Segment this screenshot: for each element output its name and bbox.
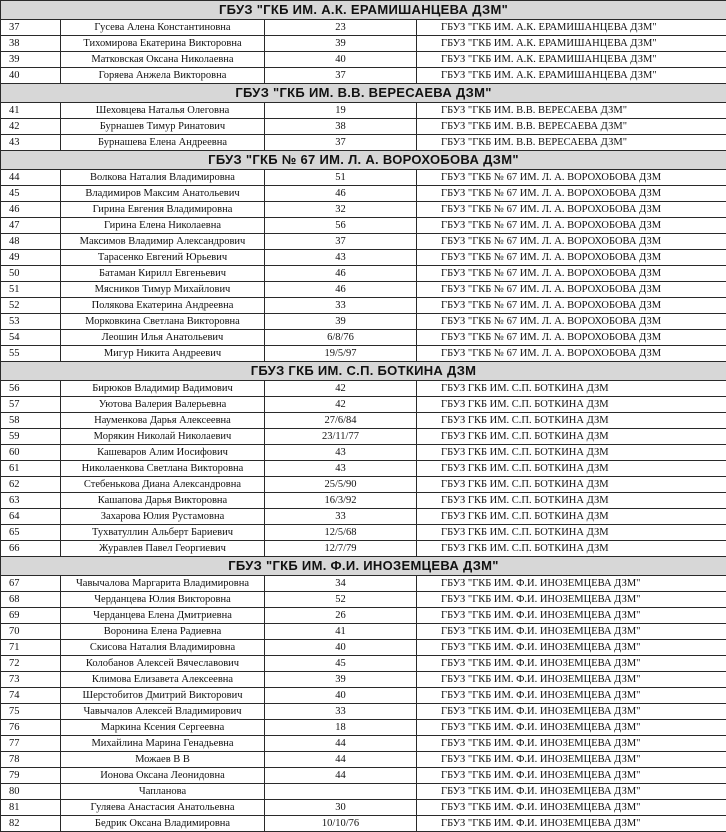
full-name-cell: Стебенькова Диана Александровна	[61, 477, 265, 493]
row-number-cell: 69	[1, 608, 61, 624]
row-number-cell: 52	[1, 298, 61, 314]
row-number-cell: 78	[1, 752, 61, 768]
age-cell: 43	[265, 250, 417, 266]
table-row	[1, 346, 726, 362]
row-number-cell: 45	[1, 186, 61, 202]
table-row	[1, 381, 726, 397]
organization-cell: ГБУЗ ГКБ ИМ. С.П. БОТКИНА ДЗМ	[417, 493, 726, 509]
organization-cell: ГБУЗ "ГКБ ИМ. Ф.И. ИНОЗЕМЦЕВА ДЗМ"	[417, 720, 726, 736]
table-row	[1, 752, 726, 768]
full-name-cell: Морковкина Светлана Викторовна	[61, 314, 265, 330]
row-number-cell: 80	[1, 784, 61, 800]
full-name-cell: Журавлев Павел Георгиевич	[61, 541, 265, 557]
full-name-cell: Батаман Кирилл Евгеньевич	[61, 266, 265, 282]
age-cell: 10/10/76	[265, 816, 417, 832]
full-name-cell: Бедрик Оксана Владимировна	[61, 816, 265, 832]
age-cell: 39	[265, 314, 417, 330]
organization-cell: ГБУЗ "ГКБ № 67 ИМ. Л. А. ВОРОХОБОВА ДЗМ	[417, 186, 726, 202]
row-number-cell: 70	[1, 624, 61, 640]
table-row	[1, 218, 726, 234]
table-row	[1, 135, 726, 151]
row-number-cell: 67	[1, 576, 61, 592]
organization-cell: ГБУЗ "ГКБ ИМ. В.В. ВЕРЕСАЕВА ДЗМ"	[417, 119, 726, 135]
age-cell: 19/5/97	[265, 346, 417, 362]
full-name-cell: Климова Елизавета Алексеевна	[61, 672, 265, 688]
table-row	[1, 266, 726, 282]
full-name-cell: Воронина Елена Радиевна	[61, 624, 265, 640]
full-name-cell: Бурнашева Елена Андреевна	[61, 135, 265, 151]
table-row	[1, 103, 726, 119]
age-cell	[265, 784, 417, 800]
table-row	[1, 624, 726, 640]
age-cell: 18	[265, 720, 417, 736]
table-row	[1, 119, 726, 135]
organization-cell: ГБУЗ ГКБ ИМ. С.П. БОТКИНА ДЗМ	[417, 541, 726, 557]
full-name-cell: Чавычалова Маргарита Владимировна	[61, 576, 265, 592]
full-name-cell: Тухватуллин Альберт Бариевич	[61, 525, 265, 541]
organization-cell: ГБУЗ "ГКБ ИМ. Ф.И. ИНОЗЕМЦЕВА ДЗМ"	[417, 704, 726, 720]
organization-cell: ГБУЗ "ГКБ ИМ. Ф.И. ИНОЗЕМЦЕВА ДЗМ"	[417, 784, 726, 800]
age-cell: 33	[265, 509, 417, 525]
row-number-cell: 66	[1, 541, 61, 557]
section-title: ГБУЗ "ГКБ ИМ. Ф.И. ИНОЗЕМЦЕВА ДЗМ"	[1, 557, 726, 576]
table-row	[1, 592, 726, 608]
age-cell: 32	[265, 202, 417, 218]
age-cell: 43	[265, 445, 417, 461]
row-number-cell: 61	[1, 461, 61, 477]
table-row	[1, 493, 726, 509]
full-name-cell: Матковская Оксана Николаевна	[61, 52, 265, 68]
organization-cell: ГБУЗ "ГКБ № 67 ИМ. Л. А. ВОРОХОБОВА ДЗМ	[417, 250, 726, 266]
row-number-cell: 79	[1, 768, 61, 784]
full-name-cell: Гусева Алена Константиновна	[61, 20, 265, 36]
full-name-cell: Маркина Ксения Сергеевна	[61, 720, 265, 736]
full-name-cell: Чавычалов Алексей Владимирович	[61, 704, 265, 720]
full-name-cell: Владимиров Максим Анатольевич	[61, 186, 265, 202]
full-name-cell: Бурнашев Тимур Ринатович	[61, 119, 265, 135]
age-cell: 37	[265, 68, 417, 84]
section-header-row	[1, 1, 726, 20]
row-number-cell: 53	[1, 314, 61, 330]
age-cell: 40	[265, 52, 417, 68]
organization-cell: ГБУЗ "ГКБ № 67 ИМ. Л. А. ВОРОХОБОВА ДЗМ	[417, 298, 726, 314]
table-row	[1, 768, 726, 784]
table-row	[1, 330, 726, 346]
full-name-cell: Ионова Оксана Леонидовна	[61, 768, 265, 784]
table-row	[1, 525, 726, 541]
full-name-cell: Николаенкова Светлана Викторовна	[61, 461, 265, 477]
full-name-cell: Максимов Владимир Александрович	[61, 234, 265, 250]
row-number-cell: 50	[1, 266, 61, 282]
table-row	[1, 608, 726, 624]
organization-cell: ГБУЗ "ГКБ ИМ. Ф.И. ИНОЗЕМЦЕВА ДЗМ"	[417, 592, 726, 608]
table-row	[1, 477, 726, 493]
row-number-cell: 64	[1, 509, 61, 525]
section-header-row	[1, 84, 726, 103]
age-cell: 52	[265, 592, 417, 608]
organization-cell: ГБУЗ "ГКБ ИМ. Ф.И. ИНОЗЕМЦЕВА ДЗМ"	[417, 768, 726, 784]
row-number-cell: 68	[1, 592, 61, 608]
organization-cell: ГБУЗ "ГКБ № 67 ИМ. Л. А. ВОРОХОБОВА ДЗМ	[417, 330, 726, 346]
full-name-cell: Полякова Екатерина Андреевна	[61, 298, 265, 314]
organization-cell: ГБУЗ ГКБ ИМ. С.П. БОТКИНА ДЗМ	[417, 461, 726, 477]
age-cell: 26	[265, 608, 417, 624]
age-cell: 43	[265, 461, 417, 477]
full-name-cell: Шеховцева Наталья Олеговна	[61, 103, 265, 119]
full-name-cell: Гирина Елена Николаевна	[61, 218, 265, 234]
age-cell: 16/3/92	[265, 493, 417, 509]
table-row	[1, 445, 726, 461]
full-name-cell: Мигур Никита Андреевич	[61, 346, 265, 362]
row-number-cell: 63	[1, 493, 61, 509]
organization-cell: ГБУЗ "ГКБ № 67 ИМ. Л. А. ВОРОХОБОВА ДЗМ	[417, 234, 726, 250]
age-cell: 37	[265, 135, 417, 151]
participants-table-body	[1, 1, 726, 832]
full-name-cell: Можаев В В	[61, 752, 265, 768]
table-row	[1, 250, 726, 266]
row-number-cell: 44	[1, 170, 61, 186]
row-number-cell: 82	[1, 816, 61, 832]
age-cell: 51	[265, 170, 417, 186]
table-row	[1, 640, 726, 656]
section-header-row	[1, 151, 726, 170]
row-number-cell: 76	[1, 720, 61, 736]
table-row	[1, 429, 726, 445]
table-row	[1, 672, 726, 688]
age-cell: 44	[265, 768, 417, 784]
table-row	[1, 800, 726, 816]
age-cell: 6/8/76	[265, 330, 417, 346]
organization-cell: ГБУЗ "ГКБ № 67 ИМ. Л. А. ВОРОХОБОВА ДЗМ	[417, 282, 726, 298]
age-cell: 40	[265, 688, 417, 704]
organization-cell: ГБУЗ ГКБ ИМ. С.П. БОТКИНА ДЗМ	[417, 509, 726, 525]
age-cell: 41	[265, 624, 417, 640]
row-number-cell: 72	[1, 656, 61, 672]
full-name-cell: Уютова Валерия Валерьевна	[61, 397, 265, 413]
age-cell: 45	[265, 656, 417, 672]
age-cell: 56	[265, 218, 417, 234]
age-cell: 46	[265, 266, 417, 282]
row-number-cell: 74	[1, 688, 61, 704]
organization-cell: ГБУЗ ГКБ ИМ. С.П. БОТКИНА ДЗМ	[417, 525, 726, 541]
row-number-cell: 77	[1, 736, 61, 752]
age-cell: 23/11/77	[265, 429, 417, 445]
full-name-cell: Леошин Илья Анатольевич	[61, 330, 265, 346]
age-cell: 37	[265, 234, 417, 250]
full-name-cell: Науменкова Дарья Алексеевна	[61, 413, 265, 429]
full-name-cell: Бирюков Владимир Вадимович	[61, 381, 265, 397]
organization-cell: ГБУЗ "ГКБ ИМ. В.В. ВЕРЕСАЕВА ДЗМ"	[417, 103, 726, 119]
organization-cell: ГБУЗ "ГКБ ИМ. А.К. ЕРАМИШАНЦЕВА ДЗМ"	[417, 20, 726, 36]
organization-cell: ГБУЗ "ГКБ ИМ. Ф.И. ИНОЗЕМЦЕВА ДЗМ"	[417, 608, 726, 624]
row-number-cell: 58	[1, 413, 61, 429]
full-name-cell: Тихомирова Екатерина Викторовна	[61, 36, 265, 52]
section-title: ГБУЗ "ГКБ ИМ. А.К. ЕРАМИШАНЦЕВА ДЗМ"	[1, 1, 726, 20]
organization-cell: ГБУЗ "ГКБ № 67 ИМ. Л. А. ВОРОХОБОВА ДЗМ	[417, 218, 726, 234]
table-row	[1, 298, 726, 314]
table-row	[1, 202, 726, 218]
organization-cell: ГБУЗ "ГКБ ИМ. А.К. ЕРАМИШАНЦЕВА ДЗМ"	[417, 52, 726, 68]
table-row	[1, 541, 726, 557]
age-cell: 44	[265, 736, 417, 752]
organization-cell: ГБУЗ "ГКБ ИМ. Ф.И. ИНОЗЕМЦЕВА ДЗМ"	[417, 752, 726, 768]
row-number-cell: 57	[1, 397, 61, 413]
organization-cell: ГБУЗ "ГКБ ИМ. Ф.И. ИНОЗЕМЦЕВА ДЗМ"	[417, 816, 726, 832]
organization-cell: ГБУЗ "ГКБ ИМ. Ф.И. ИНОЗЕМЦЕВА ДЗМ"	[417, 800, 726, 816]
full-name-cell: Черданцева Елена Дмитриевна	[61, 608, 265, 624]
age-cell: 40	[265, 640, 417, 656]
organization-cell: ГБУЗ "ГКБ № 67 ИМ. Л. А. ВОРОХОБОВА ДЗМ	[417, 202, 726, 218]
section-title: ГБУЗ "ГКБ ИМ. В.В. ВЕРЕСАЕВА ДЗМ"	[1, 84, 726, 103]
full-name-cell: Тарасенко Евгений Юрьевич	[61, 250, 265, 266]
section-header-row	[1, 557, 726, 576]
organization-cell: ГБУЗ "ГКБ № 67 ИМ. Л. А. ВОРОХОБОВА ДЗМ	[417, 314, 726, 330]
full-name-cell: Захарова Юлия Рустамовна	[61, 509, 265, 525]
row-number-cell: 59	[1, 429, 61, 445]
organization-cell: ГБУЗ "ГКБ № 67 ИМ. Л. А. ВОРОХОБОВА ДЗМ	[417, 266, 726, 282]
full-name-cell: Михайлина Марина Генадьевна	[61, 736, 265, 752]
organization-cell: ГБУЗ ГКБ ИМ. С.П. БОТКИНА ДЗМ	[417, 445, 726, 461]
organization-cell: ГБУЗ ГКБ ИМ. С.П. БОТКИНА ДЗМ	[417, 381, 726, 397]
age-cell: 46	[265, 282, 417, 298]
row-number-cell: 51	[1, 282, 61, 298]
table-row	[1, 170, 726, 186]
table-row	[1, 509, 726, 525]
full-name-cell: Горяева Анжела Викторовна	[61, 68, 265, 84]
age-cell: 30	[265, 800, 417, 816]
table-row	[1, 397, 726, 413]
age-cell: 42	[265, 381, 417, 397]
section-header-row	[1, 362, 726, 381]
row-number-cell: 40	[1, 68, 61, 84]
row-number-cell: 71	[1, 640, 61, 656]
full-name-cell: Шерстобитов Дмитрий Викторович	[61, 688, 265, 704]
organization-cell: ГБУЗ "ГКБ № 67 ИМ. Л. А. ВОРОХОБОВА ДЗМ	[417, 170, 726, 186]
table-row	[1, 234, 726, 250]
row-number-cell: 65	[1, 525, 61, 541]
full-name-cell: Мясников Тимур Михайлович	[61, 282, 265, 298]
age-cell: 42	[265, 397, 417, 413]
full-name-cell: Черданцева Юлия Викторовна	[61, 592, 265, 608]
organization-cell: ГБУЗ ГКБ ИМ. С.П. БОТКИНА ДЗМ	[417, 397, 726, 413]
full-name-cell: Кашеваров Алим Иосифович	[61, 445, 265, 461]
age-cell: 23	[265, 20, 417, 36]
row-number-cell: 41	[1, 103, 61, 119]
table-row	[1, 784, 726, 800]
age-cell: 34	[265, 576, 417, 592]
table-row	[1, 704, 726, 720]
age-cell: 39	[265, 672, 417, 688]
row-number-cell: 43	[1, 135, 61, 151]
organization-cell: ГБУЗ "ГКБ № 67 ИМ. Л. А. ВОРОХОБОВА ДЗМ	[417, 346, 726, 362]
age-cell: 19	[265, 103, 417, 119]
age-cell: 39	[265, 36, 417, 52]
table-row	[1, 461, 726, 477]
organization-cell: ГБУЗ "ГКБ ИМ. Ф.И. ИНОЗЕМЦЕВА ДЗМ"	[417, 640, 726, 656]
age-cell: 12/5/68	[265, 525, 417, 541]
table-row	[1, 282, 726, 298]
table-row	[1, 36, 726, 52]
table-row	[1, 736, 726, 752]
full-name-cell: Кашапова Дарья Викторовна	[61, 493, 265, 509]
organization-cell: ГБУЗ ГКБ ИМ. С.П. БОТКИНА ДЗМ	[417, 413, 726, 429]
row-number-cell: 48	[1, 234, 61, 250]
section-title: ГБУЗ ГКБ ИМ. С.П. БОТКИНА ДЗМ	[1, 362, 726, 381]
row-number-cell: 81	[1, 800, 61, 816]
organization-cell: ГБУЗ "ГКБ ИМ. В.В. ВЕРЕСАЕВА ДЗМ"	[417, 135, 726, 151]
age-cell: 44	[265, 752, 417, 768]
organization-cell: ГБУЗ "ГКБ ИМ. Ф.И. ИНОЗЕМЦЕВА ДЗМ"	[417, 736, 726, 752]
table-row	[1, 52, 726, 68]
row-number-cell: 54	[1, 330, 61, 346]
row-number-cell: 37	[1, 20, 61, 36]
age-cell: 33	[265, 704, 417, 720]
full-name-cell: Скисова Наталия Владимировна	[61, 640, 265, 656]
organization-cell: ГБУЗ "ГКБ ИМ. Ф.И. ИНОЗЕМЦЕВА ДЗМ"	[417, 624, 726, 640]
row-number-cell: 60	[1, 445, 61, 461]
organization-cell: ГБУЗ "ГКБ ИМ. А.К. ЕРАМИШАНЦЕВА ДЗМ"	[417, 36, 726, 52]
table-row	[1, 656, 726, 672]
age-cell: 33	[265, 298, 417, 314]
row-number-cell: 56	[1, 381, 61, 397]
row-number-cell: 73	[1, 672, 61, 688]
organization-cell: ГБУЗ "ГКБ ИМ. Ф.И. ИНОЗЕМЦЕВА ДЗМ"	[417, 576, 726, 592]
age-cell: 25/5/90	[265, 477, 417, 493]
row-number-cell: 42	[1, 119, 61, 135]
row-number-cell: 38	[1, 36, 61, 52]
age-cell: 46	[265, 186, 417, 202]
full-name-cell: Морякин Николай Николаевич	[61, 429, 265, 445]
row-number-cell: 62	[1, 477, 61, 493]
row-number-cell: 55	[1, 346, 61, 362]
organization-cell: ГБУЗ "ГКБ ИМ. Ф.И. ИНОЗЕМЦЕВА ДЗМ"	[417, 672, 726, 688]
organization-cell: ГБУЗ "ГКБ ИМ. Ф.И. ИНОЗЕМЦЕВА ДЗМ"	[417, 688, 726, 704]
row-number-cell: 75	[1, 704, 61, 720]
table-row	[1, 20, 726, 36]
table-row	[1, 816, 726, 832]
table-row	[1, 413, 726, 429]
row-number-cell: 49	[1, 250, 61, 266]
full-name-cell: Гирина Евгения Владимировна	[61, 202, 265, 218]
table-row	[1, 68, 726, 84]
row-number-cell: 39	[1, 52, 61, 68]
table-row	[1, 720, 726, 736]
table-row	[1, 688, 726, 704]
row-number-cell: 47	[1, 218, 61, 234]
row-number-cell: 46	[1, 202, 61, 218]
table-row	[1, 186, 726, 202]
section-title: ГБУЗ "ГКБ № 67 ИМ. Л. А. ВОРОХОБОВА ДЗМ"	[1, 151, 726, 170]
age-cell: 38	[265, 119, 417, 135]
table-row	[1, 314, 726, 330]
organization-cell: ГБУЗ "ГКБ ИМ. Ф.И. ИНОЗЕМЦЕВА ДЗМ"	[417, 656, 726, 672]
table-row	[1, 576, 726, 592]
organization-cell: ГБУЗ "ГКБ ИМ. А.К. ЕРАМИШАНЦЕВА ДЗМ"	[417, 68, 726, 84]
organization-cell: ГБУЗ ГКБ ИМ. С.П. БОТКИНА ДЗМ	[417, 477, 726, 493]
age-cell: 27/6/84	[265, 413, 417, 429]
full-name-cell: Чапланова	[61, 784, 265, 800]
full-name-cell: Колобанов Алексей Вячеславович	[61, 656, 265, 672]
full-name-cell: Гуляева Анастасия Анатольевна	[61, 800, 265, 816]
full-name-cell: Волкова Наталия Владимировна	[61, 170, 265, 186]
age-cell: 12/7/79	[265, 541, 417, 557]
organization-cell: ГБУЗ ГКБ ИМ. С.П. БОТКИНА ДЗМ	[417, 429, 726, 445]
